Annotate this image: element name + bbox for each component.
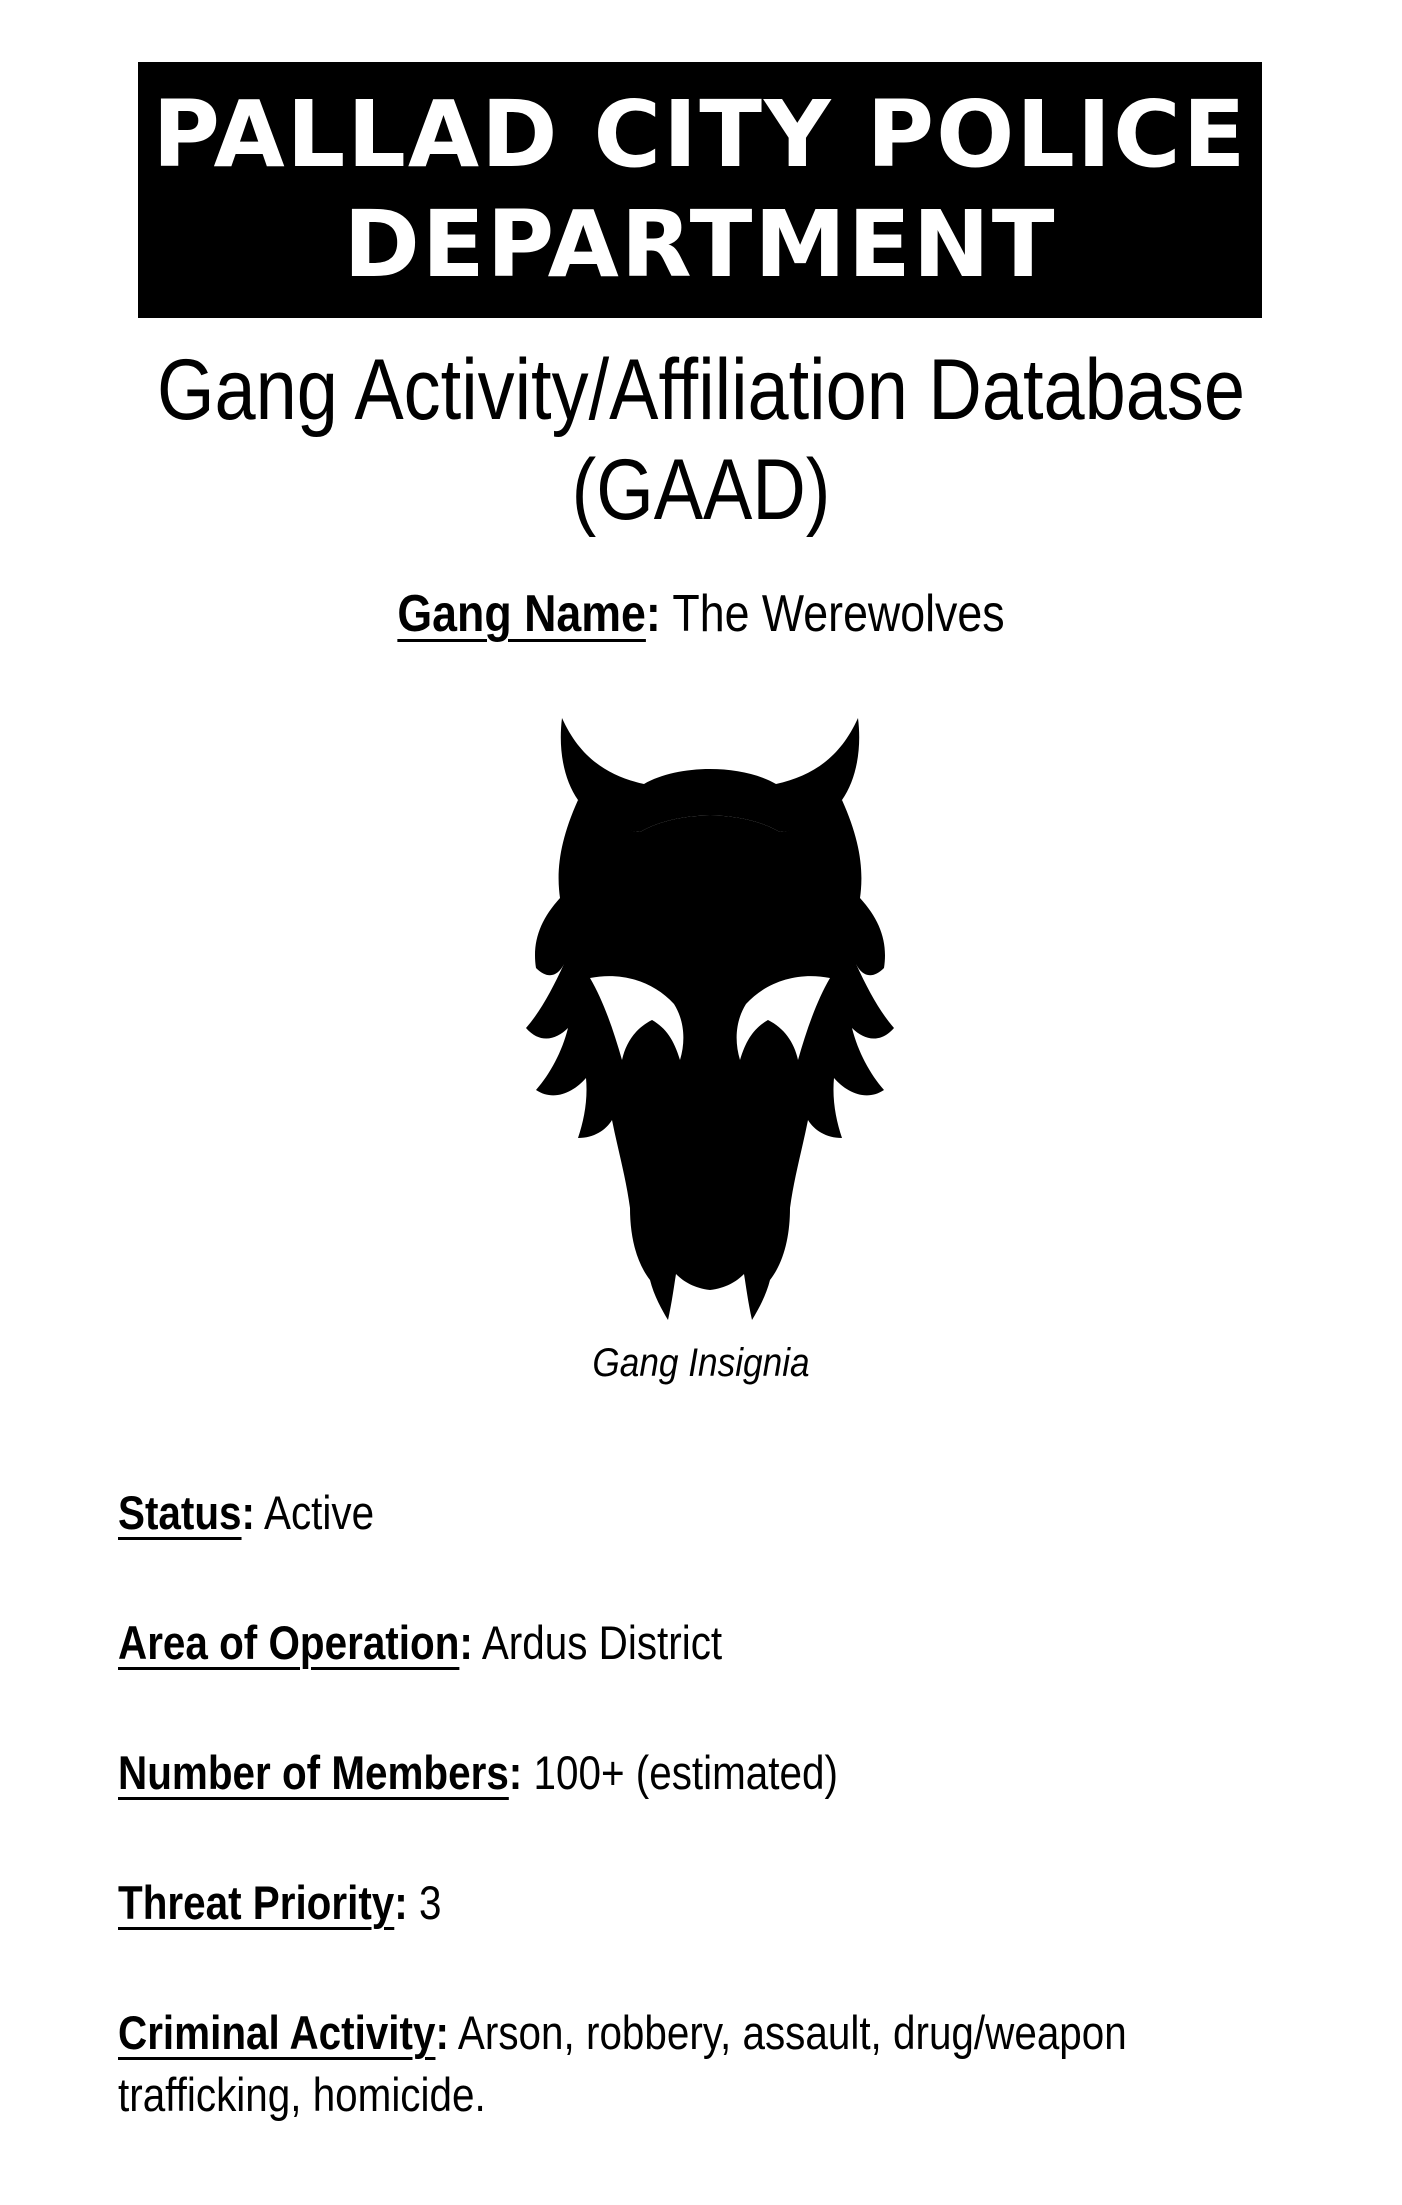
wolf-head-icon [440,680,980,1330]
area-of-operation-value: Ardus District [481,1616,723,1669]
database-title-line-1: Gang Activity/Affiliation Database [156,342,1246,438]
status-colon: : [241,1486,255,1539]
criminal-activity-label: Criminal Activity [118,2006,436,2059]
threat-priority-row [118,1872,1133,1934]
gang-name-colon: : [645,585,661,643]
threat-priority-colon: : [394,1876,408,1929]
number-of-members-value: 100+ (estimated) [533,1746,838,1799]
criminal-activity-colon: : [435,2006,449,2059]
gang-name-label: Gang Name [397,585,646,643]
threat-priority-label: Threat Priority [118,1876,395,1929]
status-value: Active [263,1486,375,1539]
database-title [133,340,1270,540]
insignia-caption: Gang Insignia [592,1341,810,1385]
status-label: Status [118,1486,242,1539]
number-of-members-row [118,1742,1133,1804]
gang-name-row [98,582,1304,646]
area-of-operation-colon: : [459,1616,473,1669]
department-header-line-2: DEPARTMENT [343,191,1057,298]
number-of-members-label: Number of Members [118,1746,509,1799]
database-title-line-2: (GAAD) [571,442,831,538]
area-of-operation-row [118,1612,1133,1674]
threat-priority-value: 3 [418,1876,442,1929]
criminal-activity-value: Arson, robbery, assault, drug/weapon trafficking, homicide. [118,2006,1127,2121]
status-row [118,1482,1133,1544]
gang-name-value: The Werewolves [672,585,1005,643]
department-header [138,62,1262,318]
department-header-line-1: PALLAD CITY POLICE [152,81,1248,188]
criminal-activity-row [118,2002,1253,2126]
area-of-operation-label: Area of Operation [118,1616,460,1669]
number-of-members-colon: : [508,1746,523,1799]
